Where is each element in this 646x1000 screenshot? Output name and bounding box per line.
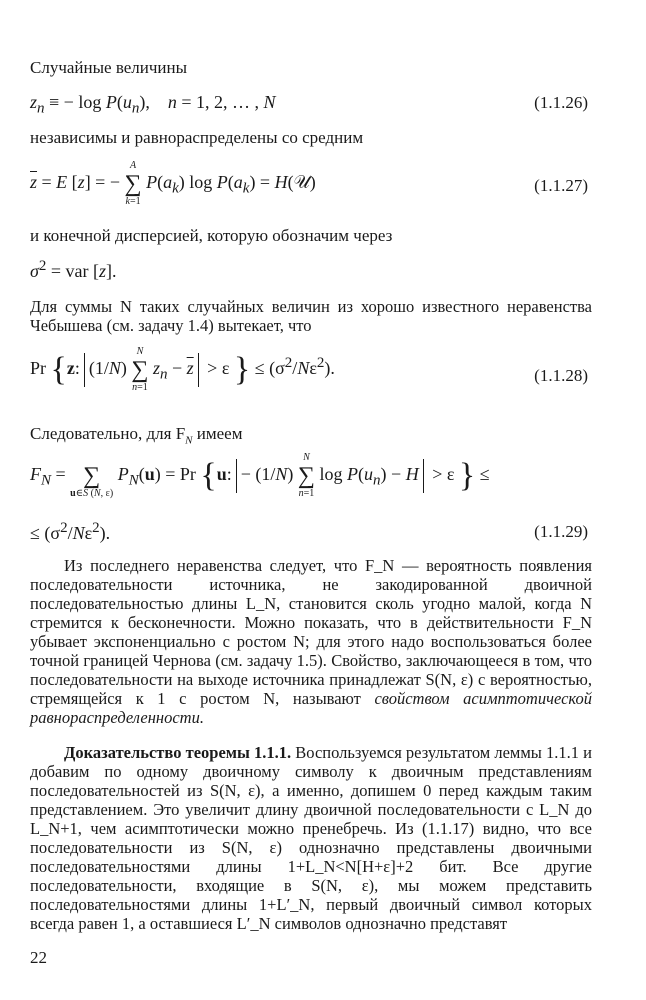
- paragraph-chebyshev: Для суммы N таких случайных величин из хорошо известного неравенства Чебышева (см. задачу 1.4) вытекает, что: [30, 297, 592, 335]
- text-line: Следовательно, для $F_N$ имеем: [30, 424, 243, 447]
- text-line: и конечной дисперсией, которую обозначим через: [30, 226, 393, 245]
- eq-number: (1.1.26): [534, 93, 588, 112]
- eq-number: (1.1.28): [534, 366, 588, 385]
- equation-1-1-28: Pr {z: (1/N) N ∑ n=1 $z_n - \overline{z} > \varepsilon$ } ≤ $(\sigma^2/N\varepsilon^2)$.: [30, 346, 335, 393]
- variance-definition: $\sigma^2$ = var [z].: [30, 258, 117, 281]
- paragraph-aep: Из последнего неравенства следует, что F_N — вероятность появления последовательности источника, не закодированной двоичной последовательностью длины L_N, становится сколь угодно малой, когда N стремится к бесконечности. Можно показать, что в действительности F_N убывает экспоненциально с ростом N; для этого надо воспользоваться более точной границей Чернова (см. задачу 1.5). Свойство, заключающееся в том, что последовательности на выходе источника принадлежат S(N, ε) с вероятностью, стремящейся к 1 с ростом N, называют свойством асимптотической равнораспределенности.: [30, 556, 592, 727]
- equation-1-1-29-cont: ≤ $(\sigma^2/N\varepsilon^2)$.: [30, 520, 111, 543]
- eq-number: (1.1.27): [534, 176, 588, 195]
- page-number: 22: [30, 948, 47, 967]
- intro-text: Случайные величины: [30, 58, 188, 77]
- equation-1-1-26: $z_n$ ≡ − $\log P(u_n)$, n = 1, 2, … , N: [30, 92, 276, 117]
- paragraph-proof: Доказательство теоремы 1.1.1. Воспользуемся результатом леммы 1.1.1 и добавим по одному двоичному символу к двоичным представлениям последовательностей из S(N, ε), а именно, допишем 0 перед каждым таким представлением. Это увеличит длину двоичной последовательности с L_N до L_N+1, чем асимптотически можно пренебречь. Из (1.1.17) видно, что все последовательности из S(N, ε) однозначно представлены двоичными последовательностями длины 1+L_N<N[H+ε]+2 бит. Все другие последовательности, входящие в S(N, ε), мы можем представить последовательностями длины 1+L′_N, первый двоичный символ которых всегда равен 1, а оставшиеся L′_N символов однозначно представят: [30, 743, 592, 933]
- equation-1-1-27: $\overline{z} = E$ [z] = − A ∑ k=1 $P(a_k)$ $\log P(a_k)$ = H(𝒰): [30, 160, 316, 207]
- eq-number: (1.1.29): [534, 522, 588, 541]
- equation-1-1-29: $F_N$ = ∑ u∈S (N, ε) $P_N(u) = Pr$ {u: − (1/N) N ∑ n=1 $\log P(u_n) - H > \varepsilon$ } ≤: [30, 452, 490, 499]
- text-line: независимы и равнораспределены со средним: [30, 128, 364, 147]
